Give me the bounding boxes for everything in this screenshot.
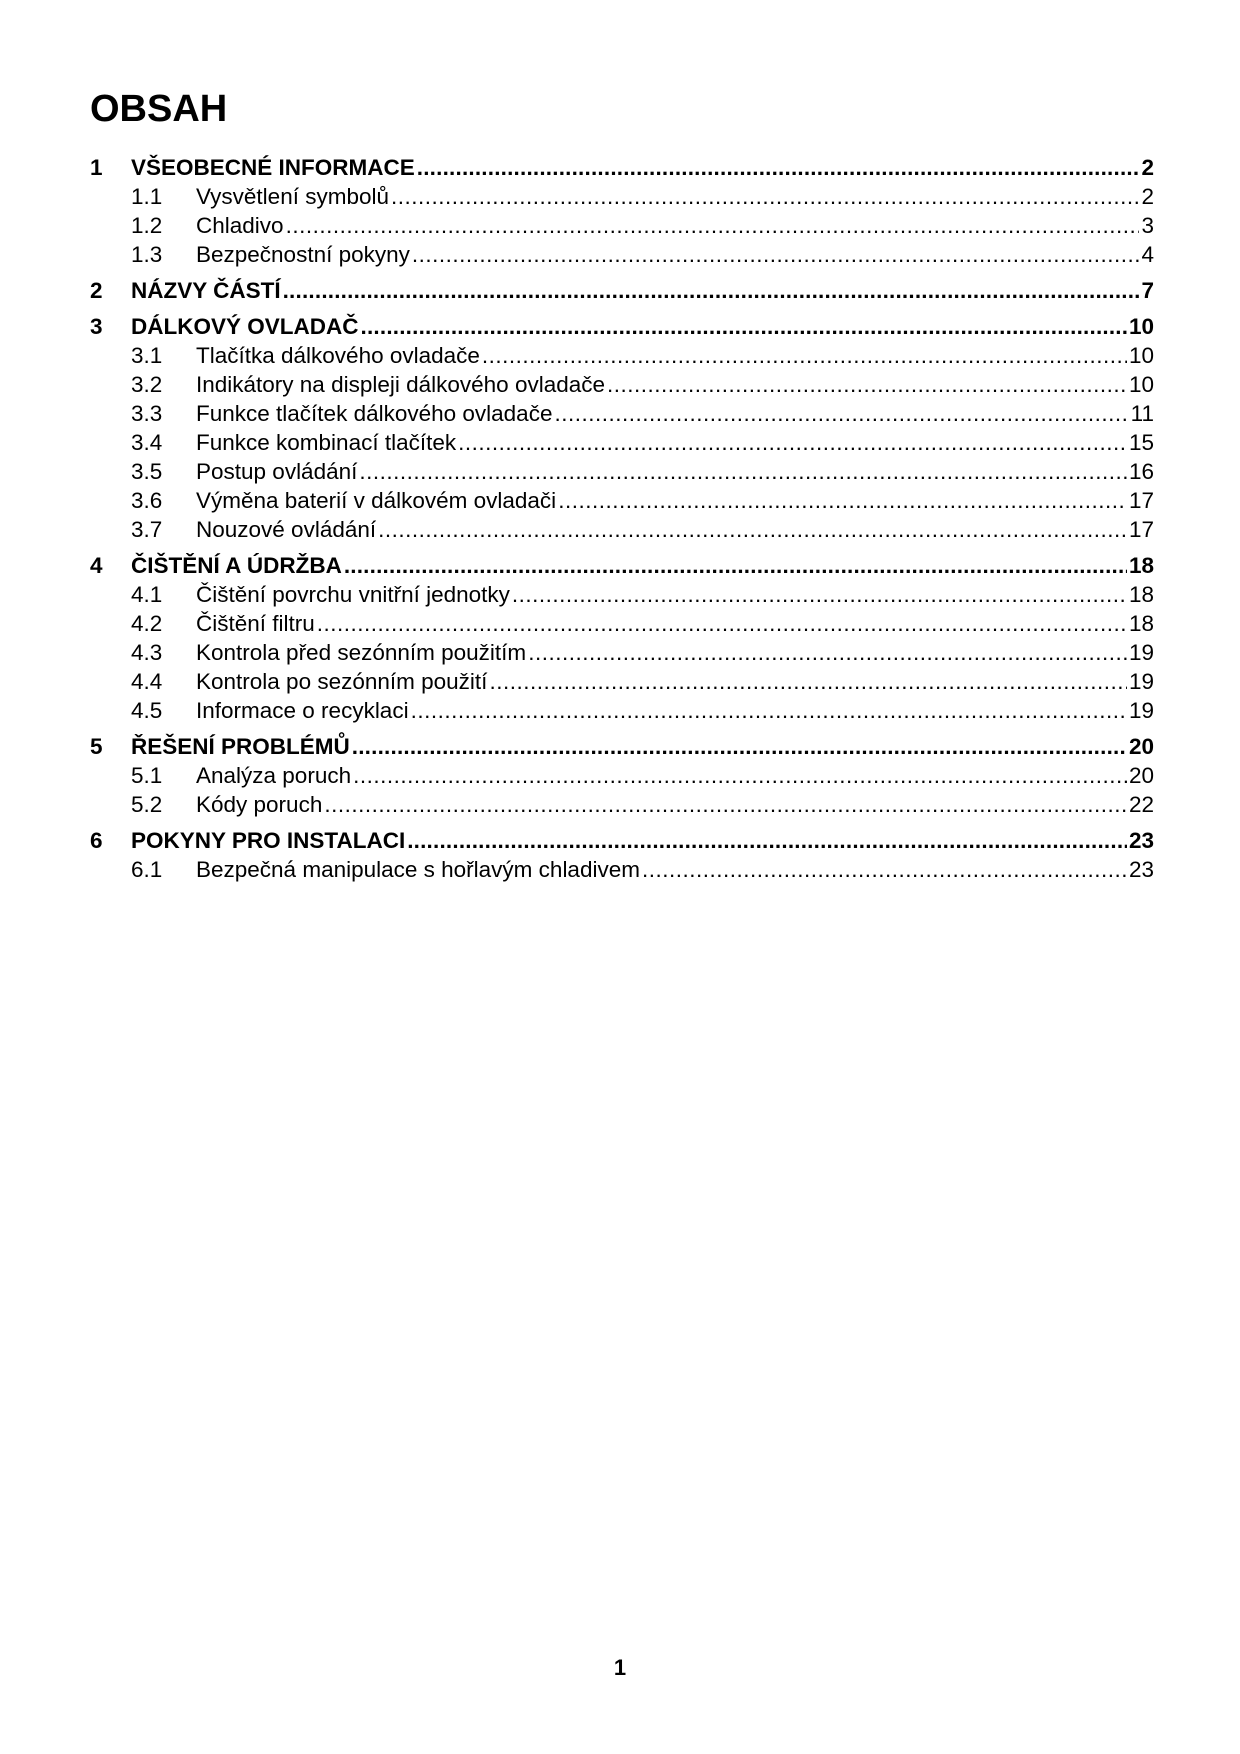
toc-section-entry[interactable] xyxy=(90,667,1154,696)
toc-dot-leader xyxy=(407,826,1127,855)
toc-dot-leader xyxy=(412,240,1140,269)
toc-section-entry[interactable] xyxy=(90,370,1154,399)
toc-entry-number: 5 xyxy=(90,734,103,759)
toc-section-entry[interactable] xyxy=(90,855,1154,884)
toc-entry-title: Funkce tlačítek dálkového ovladače xyxy=(196,401,553,426)
toc-dot-leader xyxy=(417,153,1140,182)
toc-entry-title: Kódy poruch xyxy=(196,792,323,817)
toc-entry-page: 17 xyxy=(1128,488,1154,513)
toc-chapter-entry[interactable] xyxy=(90,276,1154,305)
toc-entry-number: 3.5 xyxy=(131,459,163,484)
table-of-contents xyxy=(90,153,1154,884)
toc-entry-number: 3 xyxy=(90,314,103,339)
toc-dot-leader xyxy=(489,667,1127,696)
toc-entry-title: Postup ovládání xyxy=(196,459,358,484)
toc-entry-number: 5.1 xyxy=(131,763,163,788)
toc-entry-title: Informace o recyklaci xyxy=(196,698,409,723)
toc-entry-number: 4.5 xyxy=(131,698,163,723)
toc-entry-title: DÁLKOVÝ OVLADAČ xyxy=(131,314,359,339)
toc-entry-page: 19 xyxy=(1128,640,1154,665)
toc-entry-number: 4.4 xyxy=(131,669,163,694)
toc-entry-page: 2 xyxy=(1141,155,1154,180)
toc-entry-title: Čištění filtru xyxy=(196,611,315,636)
toc-dot-leader xyxy=(361,312,1127,341)
toc-entry-number: 3.6 xyxy=(131,488,163,513)
toc-entry-page: 16 xyxy=(1128,459,1154,484)
toc-entry-number: 3.1 xyxy=(131,343,163,368)
toc-dot-leader xyxy=(359,457,1127,486)
toc-entry-page: 2 xyxy=(1141,184,1154,209)
toc-section-entry[interactable] xyxy=(90,182,1154,211)
toc-dot-leader xyxy=(411,696,1127,725)
toc-entry-title: Kontrola před sezónním použitím xyxy=(196,640,527,665)
toc-entry-title: ŘEŠENÍ PROBLÉMŮ xyxy=(131,734,350,759)
toc-entry-page: 20 xyxy=(1128,734,1154,759)
toc-section-entry[interactable] xyxy=(90,399,1154,428)
toc-entry-title: NÁZVY ČÁSTÍ xyxy=(131,278,281,303)
toc-section-entry[interactable] xyxy=(90,457,1154,486)
toc-entry-number: 1.1 xyxy=(131,184,163,209)
toc-entry-number: 4.3 xyxy=(131,640,163,665)
toc-dot-leader xyxy=(458,428,1127,457)
toc-chapter-entry[interactable] xyxy=(90,826,1154,855)
toc-dot-leader xyxy=(482,341,1127,370)
toc-dot-leader xyxy=(352,732,1127,761)
toc-section-entry[interactable] xyxy=(90,696,1154,725)
toc-entry-number: 1.2 xyxy=(131,213,163,238)
toc-entry-page: 18 xyxy=(1128,611,1154,636)
toc-entry-title: VŠEOBECNÉ INFORMACE xyxy=(131,155,415,180)
toc-entry-page: 19 xyxy=(1128,698,1154,723)
toc-chapter-entry[interactable] xyxy=(90,153,1154,182)
toc-dot-leader xyxy=(324,790,1127,819)
toc-dot-leader xyxy=(286,211,1140,240)
toc-entry-number: 2 xyxy=(90,278,103,303)
toc-entry-page: 10 xyxy=(1128,372,1154,397)
toc-entry-title: ČIŠTĚNÍ A ÚDRŽBA xyxy=(131,553,342,578)
toc-entry-number: 6.1 xyxy=(131,857,163,882)
toc-entry-page: 10 xyxy=(1128,314,1154,339)
toc-entry-title: Výměna baterií v dálkovém ovladači xyxy=(196,488,557,513)
toc-dot-leader xyxy=(344,551,1127,580)
toc-entry-title: Bezpečnostní pokyny xyxy=(196,242,410,267)
toc-entry-number: 4.2 xyxy=(131,611,163,636)
toc-entry-page: 18 xyxy=(1128,553,1154,578)
toc-entry-title: Analýza poruch xyxy=(196,763,352,788)
toc-entry-page: 15 xyxy=(1128,430,1154,455)
toc-entry-number: 4 xyxy=(90,553,103,578)
toc-entry-number: 4.1 xyxy=(131,582,163,607)
toc-entry-number: 1 xyxy=(90,155,103,180)
toc-dot-leader xyxy=(378,515,1127,544)
toc-section-entry[interactable] xyxy=(90,240,1154,269)
page-title: OBSAH xyxy=(90,88,228,130)
toc-entry-page: 7 xyxy=(1141,278,1154,303)
toc-dot-leader xyxy=(283,276,1140,305)
toc-section-entry[interactable] xyxy=(90,211,1154,240)
toc-section-entry[interactable] xyxy=(90,486,1154,515)
toc-section-entry[interactable] xyxy=(90,341,1154,370)
toc-entry-title: Indikátory na displeji dálkového ovladače xyxy=(196,372,606,397)
toc-section-entry[interactable] xyxy=(90,428,1154,457)
toc-entry-page: 10 xyxy=(1128,343,1154,368)
toc-entry-page: 4 xyxy=(1141,242,1154,267)
toc-section-entry[interactable] xyxy=(90,638,1154,667)
toc-entry-page: 19 xyxy=(1128,669,1154,694)
toc-entry-title: POKYNY PRO INSTALACI xyxy=(131,828,406,853)
toc-entry-number: 3.2 xyxy=(131,372,163,397)
toc-entry-number: 3.7 xyxy=(131,517,163,542)
toc-entry-page: 23 xyxy=(1128,828,1154,853)
toc-chapter-entry[interactable] xyxy=(90,312,1154,341)
toc-dot-leader xyxy=(353,761,1127,790)
toc-chapter-entry[interactable] xyxy=(90,732,1154,761)
toc-section-entry[interactable] xyxy=(90,761,1154,790)
toc-entry-number: 1.3 xyxy=(131,242,163,267)
toc-chapter-entry[interactable] xyxy=(90,551,1154,580)
toc-entry-page: 23 xyxy=(1128,857,1154,882)
toc-entry-page: 20 xyxy=(1128,763,1154,788)
toc-dot-leader xyxy=(607,370,1127,399)
toc-entry-page: 11 xyxy=(1130,401,1154,426)
toc-entry-page: 3 xyxy=(1141,213,1154,238)
toc-entry-title: Bezpečná manipulace s hořlavým chladivem xyxy=(196,857,640,882)
toc-entry-page: 18 xyxy=(1128,582,1154,607)
toc-section-entry[interactable] xyxy=(90,580,1154,609)
toc-entry-page: 17 xyxy=(1128,517,1154,542)
page-number: 1 xyxy=(613,1655,627,1680)
toc-entry-title: Vysvětlení symbolů xyxy=(196,184,389,209)
toc-section-entry[interactable] xyxy=(90,515,1154,544)
toc-entry-title: Nouzové ovládání xyxy=(196,517,377,542)
toc-entry-number: 6 xyxy=(90,828,103,853)
toc-dot-leader xyxy=(512,580,1127,609)
toc-entry-title: Čištění povrchu vnitřní jednotky xyxy=(196,582,510,607)
toc-dot-leader xyxy=(554,399,1128,428)
toc-dot-leader xyxy=(642,855,1127,884)
toc-section-entry[interactable] xyxy=(90,790,1154,819)
toc-section-entry[interactable] xyxy=(90,609,1154,638)
toc-entry-title: Tlačítka dálkového ovladače xyxy=(196,343,480,368)
toc-entry-title: Chladivo xyxy=(196,213,284,238)
toc-entry-number: 3.3 xyxy=(131,401,163,426)
toc-entry-page: 22 xyxy=(1128,792,1154,817)
toc-dot-leader xyxy=(528,638,1127,667)
toc-dot-leader xyxy=(317,609,1127,638)
toc-entry-number: 3.4 xyxy=(131,430,163,455)
toc-entry-number: 5.2 xyxy=(131,792,163,817)
toc-dot-leader xyxy=(391,182,1139,211)
toc-entry-title: Kontrola po sezónním použití xyxy=(196,669,488,694)
toc-entry-title: Funkce kombinací tlačítek xyxy=(196,430,457,455)
toc-dot-leader xyxy=(558,486,1127,515)
